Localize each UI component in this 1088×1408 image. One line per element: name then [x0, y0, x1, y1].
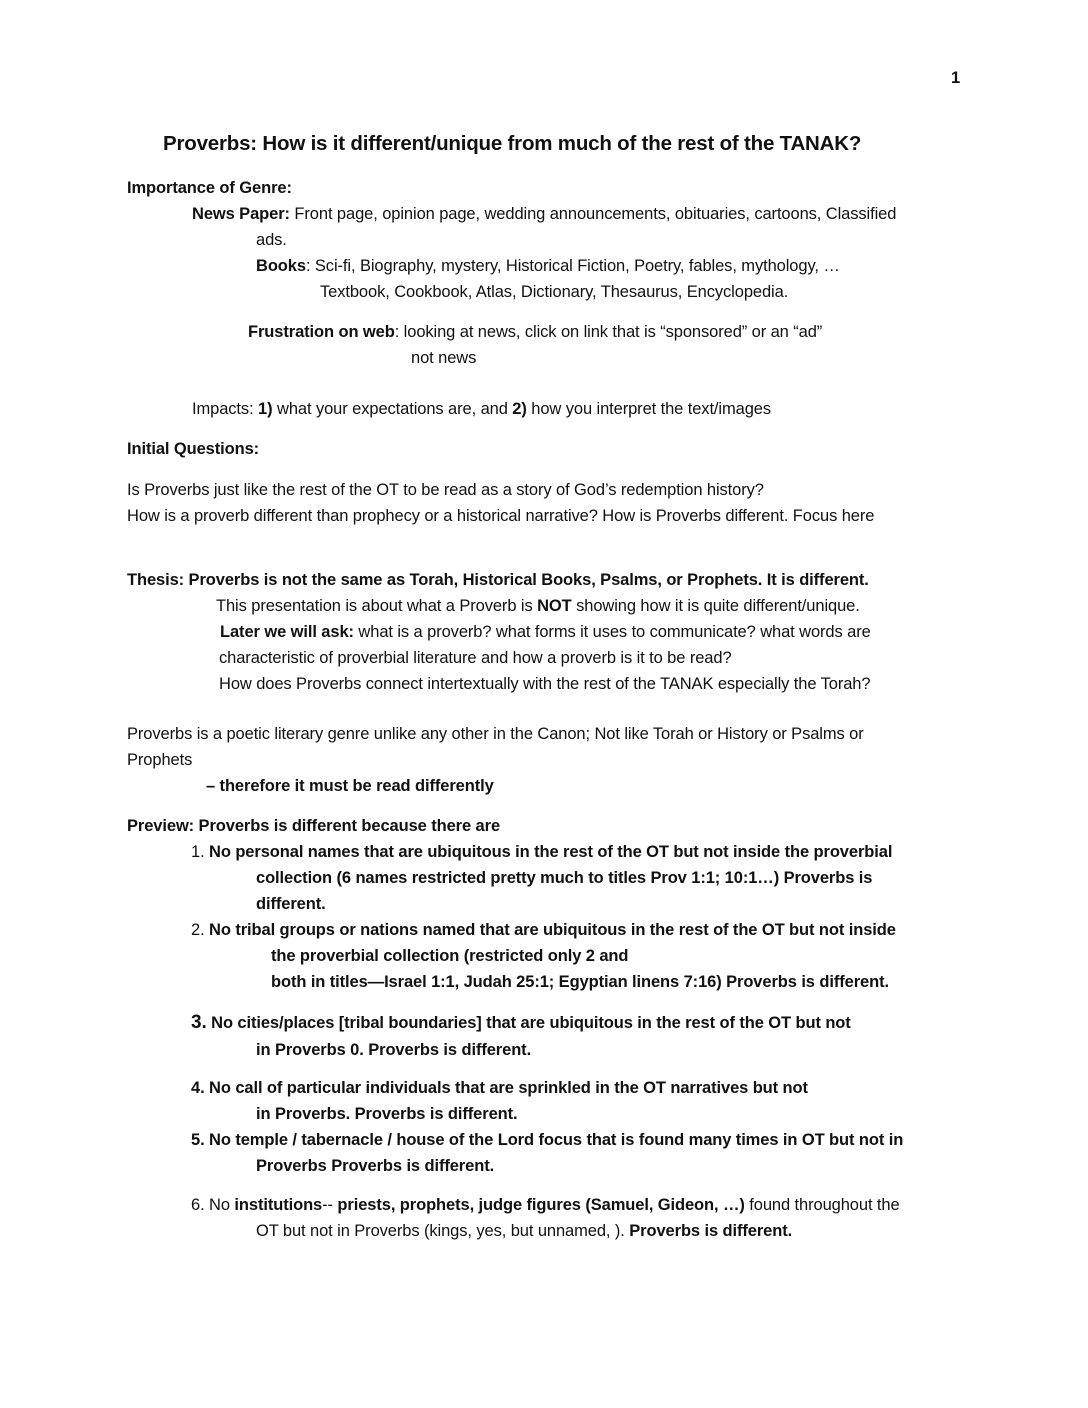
- thesis-line: Thesis: Proverbs is not the same as Torah, Historical Books, Psalms, or Prophets. It is different.: [127, 571, 869, 589]
- news-paper-label: News Paper:: [192, 205, 290, 223]
- preview-item-1-cont-2: different.: [256, 895, 326, 913]
- impacts-num-2: 2): [512, 400, 527, 418]
- impacts-line: [192, 399, 771, 419]
- preview-item-6-institutions: institutions: [234, 1196, 323, 1214]
- web-frustration-label: Frustration on web: [248, 323, 395, 341]
- page-title: Proverbs: How is it different/unique from much of the rest of the TANAK?: [163, 132, 862, 155]
- preview-item-3-number: 3.: [191, 1012, 207, 1033]
- preview-item-6-figures: priests, prophets, judge figures (Samuel, Gideon, …): [337, 1196, 745, 1214]
- preview-item-6-dash: --: [322, 1196, 338, 1214]
- books-text: : Sci-fi, Biography, mystery, Historical Fiction, Poetry, fables, mythology, …: [305, 257, 840, 275]
- page-number: 1: [951, 69, 961, 87]
- preview-item-1-number: 1.: [191, 843, 205, 861]
- preview-item-6-cont-text: OT but not in Proverbs (kings, yes, but unnamed, ).: [256, 1222, 630, 1240]
- web-frustration-line: [248, 322, 822, 342]
- news-paper-line: [192, 204, 896, 224]
- thesis-intertextual-line: How does Proverbs connect intertextually with the rest of the TANAK especially the Torah?: [219, 675, 871, 693]
- preview-item-2-cont-2: both in titles—Israel 1:1, Judah 25:1; Egyptian linens 7:16) Proverbs is different.: [271, 973, 889, 991]
- genre-conclusion: – therefore it must be read differently: [206, 777, 494, 795]
- preview-item-1-cont: collection (6 names restricted pretty much to titles Prov 1:1; 10:1…) Proverbs is: [256, 869, 873, 887]
- books-line: [256, 256, 840, 276]
- books-text-cont: Textbook, Cookbook, Atlas, Dictionary, Thesaurus, Encyclopedia.: [320, 283, 789, 301]
- initial-question-2: How is a proverb different than prophecy or a historical narrative? How is Proverbs different. Focus here: [127, 507, 875, 525]
- thesis-later-text: what is a proverb? what forms it uses to communicate? what words are: [353, 623, 871, 641]
- preview-item-5-cont: Proverbs Proverbs is different.: [256, 1157, 495, 1175]
- initial-questions-heading: Initial Questions:: [127, 440, 260, 458]
- preview-item-5: 5. No temple / tabernacle / house of the Lord focus that is found many times in OT but not in: [191, 1131, 904, 1149]
- news-paper-text: Front page, opinion page, wedding announcements, obituaries, cartoons, Classified: [289, 205, 897, 223]
- thesis-later-line: [220, 622, 871, 642]
- genre-statement-line-2: Prophets: [127, 751, 193, 769]
- preview-item-6-prefix: 6. No: [191, 1196, 235, 1214]
- preview-heading: Preview: Proverbs is different because there are: [127, 817, 501, 835]
- preview-item-3-text: No cities/places [tribal boundaries] that are ubiquitous in the rest of the OT but not: [206, 1014, 851, 1032]
- impacts-text-2: how you interpret the text/images: [526, 400, 772, 418]
- web-frustration-text-cont: not news: [411, 349, 477, 367]
- thesis-presentation-text: This presentation is about what a Proverb is: [216, 597, 538, 615]
- preview-item-3-cont: in Proverbs 0. Proverbs is different.: [256, 1041, 532, 1059]
- initial-question-1: Is Proverbs just like the rest of the OT to be read as a story of God’s redemption history?: [127, 481, 764, 499]
- thesis-presentation-line: [216, 596, 860, 616]
- books-label: Books: [256, 257, 306, 275]
- preview-item-4: 4. No call of particular individuals that are sprinkled in the OT narratives but not: [191, 1079, 808, 1097]
- preview-item-6-cont: [256, 1221, 792, 1241]
- impacts-label: Impacts:: [192, 400, 259, 418]
- impacts-text-1: what your expectations are, and: [272, 400, 513, 418]
- preview-item-3: [191, 1013, 851, 1033]
- preview-item-2-cont: the proverbial collection (restricted only 2 and: [271, 947, 629, 965]
- preview-item-2: [191, 920, 896, 940]
- web-frustration-text: : looking at news, click on link that is “sponsored” or an “ad”: [394, 323, 823, 341]
- thesis-not-emphasis: NOT: [537, 597, 572, 615]
- preview-item-4-cont: in Proverbs. Proverbs is different.: [256, 1105, 518, 1123]
- thesis-later-label: Later we will ask:: [220, 623, 354, 641]
- thesis-presentation-text-end: showing how it is quite different/unique.: [571, 597, 860, 615]
- preview-item-2-number: 2.: [191, 921, 205, 939]
- preview-item-6-text: found throughout the: [744, 1196, 900, 1214]
- preview-item-6: [191, 1195, 900, 1215]
- preview-item-6-conclusion: Proverbs is different.: [629, 1222, 793, 1240]
- preview-item-2-text: No tribal groups or nations named that are ubiquitous in the rest of the OT but not inside: [204, 921, 896, 939]
- importance-heading: Importance of Genre:: [127, 179, 292, 197]
- impacts-num-1: 1): [258, 400, 273, 418]
- preview-item-1: [191, 842, 892, 862]
- news-paper-text-cont: ads.: [256, 231, 287, 249]
- preview-item-1-text: No personal names that are ubiquitous in the rest of the OT but not inside the proverbial: [204, 843, 893, 861]
- thesis-characteristic-line: characteristic of proverbial literature and how a proverb is it to be read?: [219, 649, 732, 667]
- genre-statement-line-1: Proverbs is a poetic literary genre unlike any other in the Canon; Not like Torah or History or Psalms or: [127, 725, 864, 743]
